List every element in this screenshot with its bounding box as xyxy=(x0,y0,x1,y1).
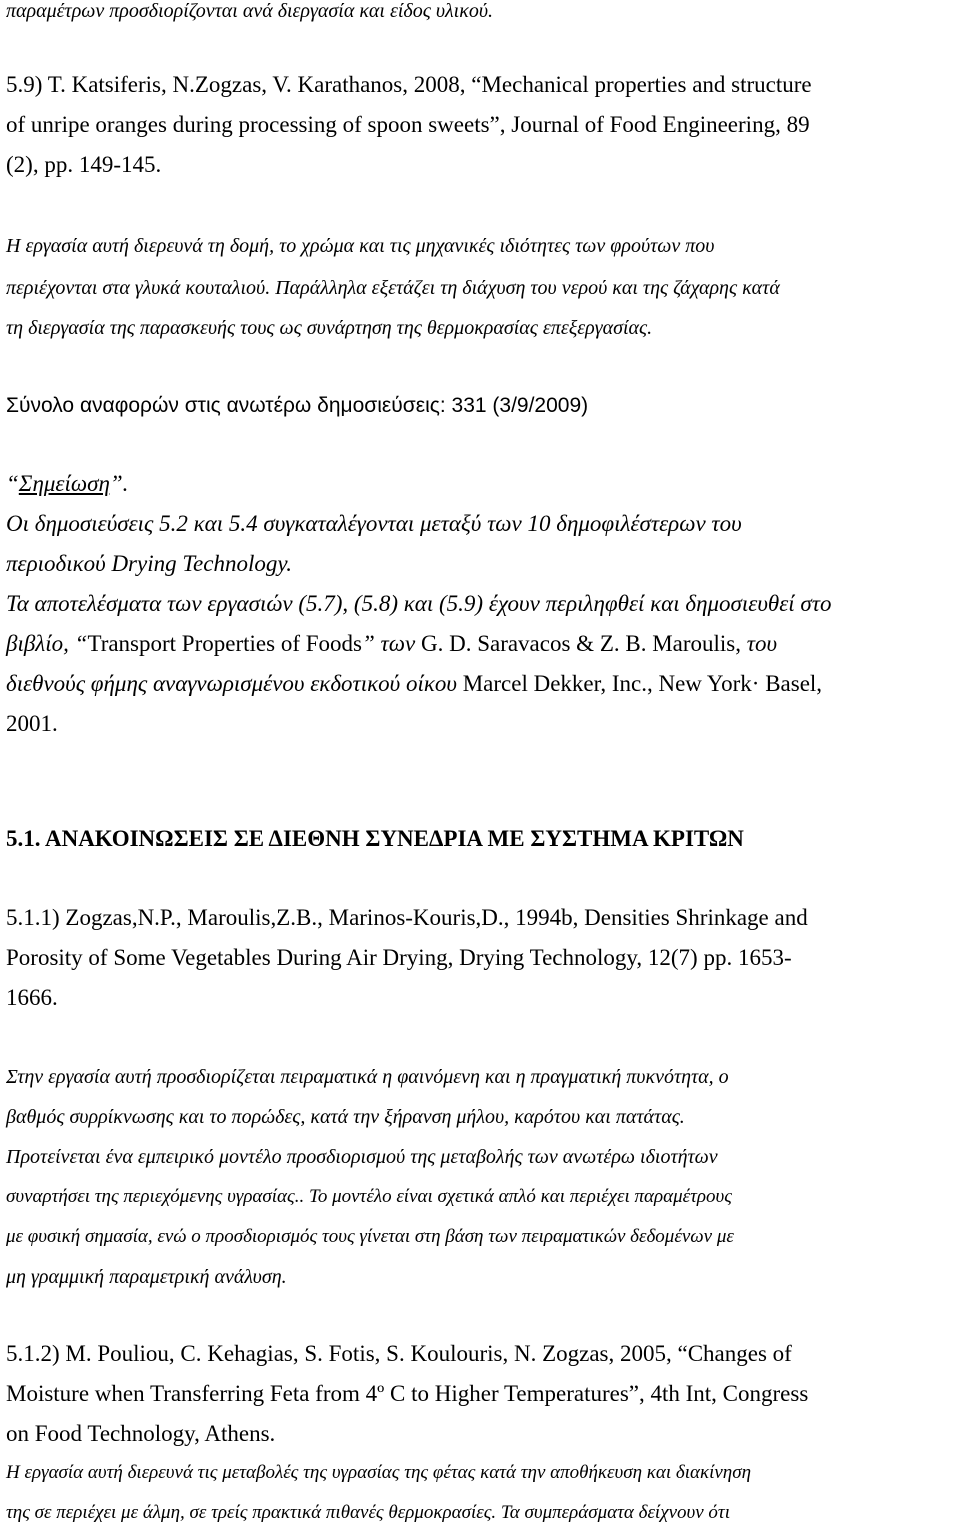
text-line: περιοδικού Drying Technology. xyxy=(6,551,293,576)
text-fragment: “ xyxy=(6,471,19,496)
text-line: συναρτήσει της περιεχόμενης υγρασίας.. Το μοντέλο είναι σχετικά απλό και περιέχει παραμέτρους xyxy=(6,1186,732,1207)
text-line: Προτείνεται ένα εμπειρικό μοντέλο προσδιορισμού της μεταβολής των ανωτέρω ιδιοτήτων xyxy=(6,1146,718,1168)
section-heading: 5.1. ΑΝΑΚΟΙΝΩΣΕΙΣ ΣΕ ΔΙΕΘΝΗ ΣΥΝΕΔΡΙΑ ΜΕ ΣΥΣΤΗΜΑ ΚΡΙΤΩΝ xyxy=(6,826,744,851)
text-line: Moisture when Transferring Feta from 4º C to Higher Temperatures”, 4th Int, Congress xyxy=(6,1381,809,1406)
book-authors: G. D. Saravacos & Z. B. Maroulis, xyxy=(420,631,747,656)
text-line: Η εργασία αυτή διερευνά τη δομή, το χρώμα και τις μηχανικές ιδιότητες των φρούτων που xyxy=(6,235,715,257)
note-label: Σημείωση xyxy=(18,471,110,496)
text-line: παραμέτρων προσδιορίζονται ανά διεργασία και είδος υλικού. xyxy=(6,0,494,22)
text-fragment: βιβλίο, “ xyxy=(6,631,88,656)
text-line: Οι δημοσιεύσεις 5.2 και 5.4 συγκαταλέγονται μεταξύ των 10 δημοφιλέστερων του xyxy=(6,511,742,536)
text-line: Η εργασία αυτή διερευνά τις μεταβολές της υγρασίας της φέτας κατά την αποθήκευση και διακίνηση xyxy=(6,1462,752,1483)
text-fragment: διεθνούς φήμης αναγνωρισμένου εκδοτικού οίκου xyxy=(6,671,463,696)
reference-5-1-1: 5.1.1) Zogzas,N.P., Maroulis,Z.B., Marinos-Kouris,D., 1994b, Densities Shrinkage and xyxy=(6,905,808,930)
text-line: of unripe oranges during processing of spoon sweets”, Journal of Food Engineering, 89 xyxy=(6,112,810,137)
text-fragment: του xyxy=(746,631,778,656)
text-fragment: ” των xyxy=(361,631,421,656)
reference-5-1-2: 5.1.2) M. Pouliou, C. Kehagias, S. Fotis, S. Koulouris, N. Zogzas, 2005, “Changes of xyxy=(6,1341,792,1366)
book-line xyxy=(6,631,777,657)
note-heading xyxy=(6,471,128,497)
text-line: 5.9) T. Katsiferis, N.Zogzas, V. Karathanos, 2008, “Mechanical properties and structure xyxy=(6,72,812,97)
text-line: Στην εργασία αυτή προσδιορίζεται πειραματικά η φαινόμενη και η πραγματική πυκνότητα, ο xyxy=(6,1066,729,1088)
text-line: με φυσική σημασία, ενώ ο προσδιορισμός τους γίνεται στη βάση των πειραματικών δεδομένων με xyxy=(6,1226,734,1247)
publisher-name: Marcel Dekker, Inc., New York· Basel, xyxy=(462,671,823,696)
text-line: μη γραμμική παραμετρική ανάλυση. xyxy=(6,1266,287,1288)
text-line: βαθμός συρρίκνωσης και το πορώδες, κατά την ξήρανση μήλου, καρότου και πατάτας. xyxy=(6,1106,685,1128)
text-line: Τα αποτελέσματα των εργασιών (5.7), (5.8) και (5.9) έχουν περιληφθεί και δημοσιευθεί στο xyxy=(6,591,832,616)
text-line: τη διεργασία της παρασκευής τους ως συνάρτηση της θερμοκρασίας επεξεργασίας. xyxy=(6,317,653,339)
text-line: περιέχονται στα γλυκά κουταλιού. Παράλληλα εξετάζει τη διάχυση του νερού και της ζάχαρης κατά xyxy=(6,277,780,299)
publisher-line xyxy=(6,671,822,697)
text-line: (2), pp. 149-145. xyxy=(6,152,162,177)
text-line: 2001. xyxy=(6,711,58,736)
text-fragment: ”. xyxy=(109,471,129,496)
text-line: on Food Technology, Athens. xyxy=(6,1421,276,1446)
text-line: της σε περιέχει με άλμη, σε τρείς πρακτικά πιθανές θερμοκρασίες. Τα συμπεράσματα δείχνουν ότι xyxy=(6,1502,730,1523)
text-line: 1666. xyxy=(6,985,58,1010)
citation-count: Σύνολο αναφορών στις ανωτέρω δημοσιεύσεις: 331 (3/9/2009) xyxy=(6,394,589,417)
text-line: Porosity of Some Vegetables During Air Drying, Drying Technology, 12(7) pp. 1653- xyxy=(6,945,792,970)
book-title: Transport Properties of Foods xyxy=(87,631,362,656)
reference-5-9 xyxy=(6,72,956,98)
